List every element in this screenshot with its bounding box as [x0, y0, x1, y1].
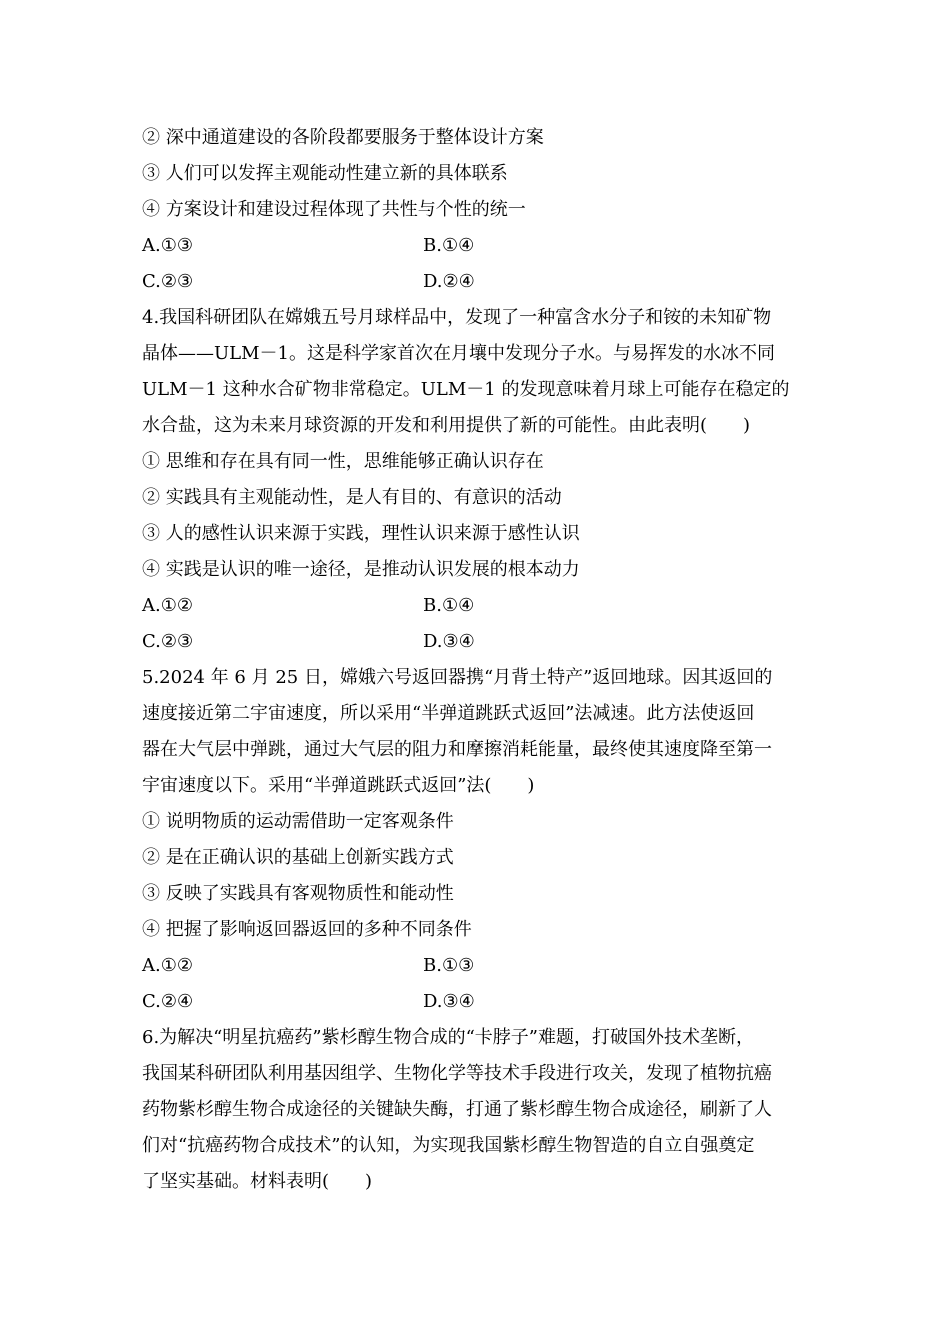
- question-5: [142, 660, 822, 1020]
- q6-stem-line: 们对“抗癌药物合成技术”的认知，为实现我国紫杉醇生物智造的自立自强奠定: [142, 1135, 755, 1156]
- q4-option-a: A.①②: [142, 595, 193, 616]
- q4-options-row-1: [142, 588, 822, 624]
- q5-statement-1: ① 说明物质的运动需借助一定客观条件: [142, 811, 454, 832]
- q4-statement-1: ① 思维和存在具有同一性，思维能够正确认识存在: [142, 451, 544, 472]
- q5-statement-3: ③ 反映了实践具有客观物质性和能动性: [142, 883, 454, 904]
- q5-option-c: C.②④: [142, 991, 194, 1012]
- q6-stem-line: 了坚实基础。材料表明( ): [142, 1171, 373, 1192]
- q5-statement-2: ② 是在正确认识的基础上创新实践方式: [142, 847, 454, 868]
- q5-options-row-1: [142, 948, 822, 984]
- q4-stem-line: ULM－1 这种水合矿物非常稳定。ULM－1 的发现意味着月球上可能存在稳定的: [142, 379, 790, 400]
- q3-option-b: B.①④: [423, 235, 475, 256]
- q4-statement-4: ④ 实践是认识的唯一途径，是推动认识发展的根本动力: [142, 559, 580, 580]
- q5-stem-line: 速度接近第二宇宙速度，所以采用“半弹道跳跃式返回”法减速。此方法使返回: [142, 703, 755, 724]
- q4-statement-2: ② 实践具有主观能动性，是人有目的、有意识的活动: [142, 487, 562, 508]
- q5-stem-line: 5.2024 年 6 月 25 日，嫦娥六号返回器携“月背土特产”返回地球。因其返回的: [142, 667, 773, 688]
- q5-stem-line: 宇宙速度以下。采用“半弹道跳跃式返回”法( ): [142, 775, 535, 796]
- q4-options-row-2: [142, 624, 822, 660]
- q5-option-d: D.③④: [423, 991, 475, 1012]
- q6-stem-line: 6.为解决“明星抗癌药”紫杉醇生物合成的“卡脖子”难题，打破国外技术垄断，: [142, 1027, 754, 1048]
- q5-stem-line: 器在大气层中弹跳，通过大气层的阻力和摩擦消耗能量，最终使其速度降至第一: [142, 739, 772, 760]
- q5-option-b: B.①③: [423, 955, 475, 976]
- q3-statement-3: ③ 人们可以发挥主观能动性建立新的具体联系: [142, 163, 508, 184]
- q3-option-c: C.②③: [142, 271, 194, 292]
- q3-statement-2: ② 深中通道建设的各阶段都要服务于整体设计方案: [142, 127, 544, 148]
- q4-option-c: C.②③: [142, 631, 194, 652]
- q3-statement-4: ④ 方案设计和建设过程体现了共性与个性的统一: [142, 199, 526, 220]
- q3-options-row-2: [142, 264, 822, 300]
- q4-stem-line: 晶体——ULM－1。这是科学家首次在月壤中发现分子水。与易挥发的水冰不同: [142, 343, 776, 364]
- q4-statement-3: ③ 人的感性认识来源于实践，理性认识来源于感性认识: [142, 523, 580, 544]
- q6-stem-line: 我国某科研团队利用基因组学、生物化学等技术手段进行攻关，发现了植物抗癌: [142, 1063, 772, 1084]
- q3-option-a: A.①③: [142, 235, 193, 256]
- question-6: [142, 1020, 822, 1200]
- q6-stem-line: 药物紫杉醇生物合成途径的关键缺失酶，打通了紫杉醇生物合成途径，刷新了人: [142, 1099, 772, 1120]
- q4-stem-line: 水合盐，这为未来月球资源的开发和利用提供了新的可能性。由此表明( ): [142, 415, 751, 436]
- q5-options-row-2: [142, 984, 822, 1020]
- q3-option-d: D.②④: [423, 271, 475, 292]
- question-3-continued: [142, 120, 822, 300]
- exam-page: [142, 120, 822, 1200]
- q4-option-b: B.①④: [423, 595, 475, 616]
- q5-option-a: A.①②: [142, 955, 193, 976]
- q5-statement-4: ④ 把握了影响返回器返回的多种不同条件: [142, 919, 472, 940]
- question-4: [142, 300, 822, 660]
- q4-stem-line: 4.我国科研团队在嫦娥五号月球样品中，发现了一种富含水分子和铵的未知矿物: [142, 307, 772, 328]
- q4-option-d: D.③④: [423, 631, 475, 652]
- q3-options-row-1: [142, 228, 822, 264]
